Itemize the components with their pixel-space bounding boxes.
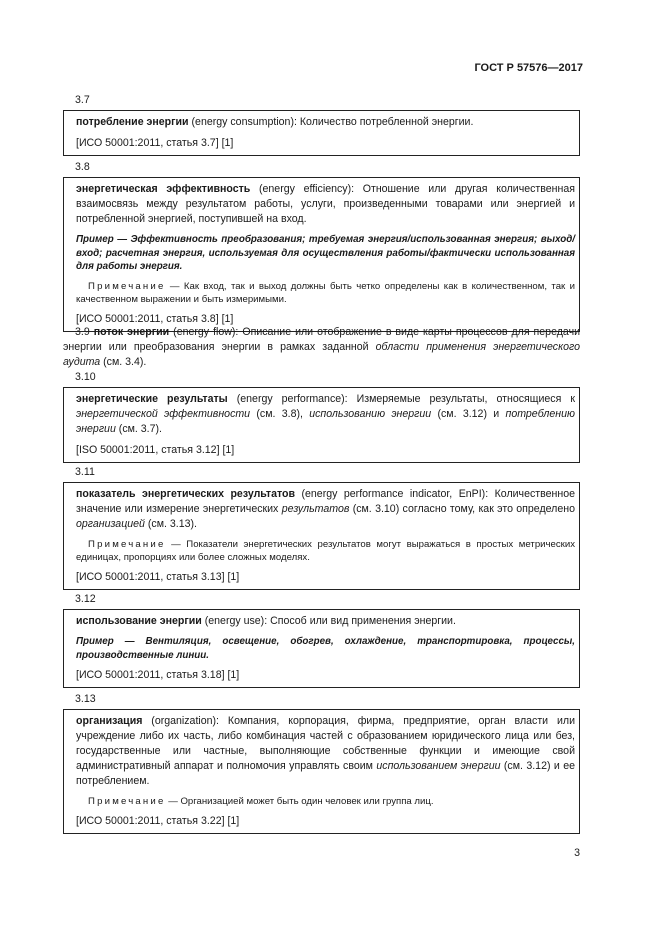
term-crossref: использованию энергии (309, 408, 432, 420)
term-note (76, 795, 575, 808)
term-definition (76, 614, 575, 629)
term-reference: [ИСО 50001:2011, статья 3.18] [1] (76, 669, 240, 681)
term-text: (см. 3.4). (100, 356, 147, 368)
term-example: Пример — Эффективность преобразования; требуемая энергия/использованная энергия; выход/вход; расчетная энергия, используемая для осуществления работы/фактически использованная для работы энергия. (76, 234, 575, 272)
term-text: (energy use): Способ или вид применения энергии. (201, 615, 456, 627)
term-box-3-8 (63, 177, 580, 332)
term-note (76, 538, 575, 564)
term-reference: [ИСО 50001:2011, статья 3.7] [1] (76, 137, 234, 149)
note-label: Примечание (88, 796, 166, 807)
term-example: Пример — Вентиляция, освещение, обогрев, охлаждение, транспортировка, процессы, производственные линии. (76, 636, 575, 661)
term-reference: [ИСО 50001:2011, статья 3.8] [1] (76, 312, 234, 325)
term-definition (76, 487, 575, 532)
term-box-3-11 (63, 482, 580, 590)
term-text: (energy performance indicator, EnPI): Количественное значение или измерение энергетических (76, 488, 576, 515)
term-text: (см. 3.13). (144, 518, 197, 530)
clause-number-3-11: 3.11 (75, 466, 95, 478)
term-note (76, 280, 575, 306)
term-box-3-7 (63, 110, 580, 156)
term-box-3-10 (63, 387, 580, 463)
term-name: организация (76, 715, 143, 727)
term-text: (energy flow): Описание или отображение в виде карты процессов для передачи энергии или преобразования энергии в рамках заданной (63, 326, 581, 353)
clause-number-3-12: 3.12 (75, 593, 96, 605)
term-definition (76, 115, 575, 130)
term-reference: [ISO 50001:2011, статья 3.12] [1] (76, 444, 235, 456)
term-paragraph-3-9 (63, 325, 580, 370)
clause-number-3-13: 3.13 (75, 693, 96, 705)
note-label: Примечание (88, 280, 166, 292)
term-text: (см. 3.12) и ее потреблением. (76, 760, 576, 787)
term-name: энергетическая эффективность (76, 183, 251, 195)
term-definition (63, 325, 580, 370)
term-crossref: области применения энергетического аудита (63, 341, 580, 368)
term-text: (см. 3.12) и (431, 408, 506, 420)
clause-number-3-9: 3.9 (75, 326, 90, 338)
term-text: (energy performance): Измеряемые результаты, относящиеся к (227, 393, 575, 405)
term-text: (см. 3.8), (250, 408, 310, 420)
term-definition (76, 392, 575, 437)
note-label: Примечание (88, 539, 166, 550)
note-text: — Организацией может быть один человек или группа лиц. (165, 796, 434, 807)
term-name: использование энергии (76, 615, 202, 627)
clause-number-3-10: 3.10 (75, 371, 96, 383)
term-text: (energy consumption): Количество потребленной энергии. (188, 116, 474, 128)
note-text: — Показатели энергетических результатов могут выражаться в простых метрических единицах, пропорциях или более сложных моделях. (76, 539, 575, 563)
term-crossref: организацией (76, 518, 145, 530)
clause-number-3-7: 3.7 (75, 94, 90, 106)
term-reference: [ИСО 50001:2011, статья 3.13] [1] (76, 571, 240, 583)
term-crossref: энергетической эффективности (76, 408, 251, 420)
term-text: (energy efficiency): Отношение или другая количественная взаимосвязь между результатом работы, услуги, произведенными товарами или энергией и потребленной энергией, поступившей на вход. (76, 183, 575, 225)
page-number: 3 (574, 847, 580, 859)
term-name: показатель энергетических результатов (76, 488, 296, 500)
document-designation: ГОСТ Р 57576—2017 (474, 62, 583, 74)
term-name: энергетические результаты (76, 393, 228, 405)
term-crossref: результатов (281, 503, 350, 515)
clause-number-3-8: 3.8 (75, 161, 90, 173)
term-definition (76, 182, 575, 227)
term-crossref: потреблению энергии (76, 408, 575, 435)
term-box-3-12 (63, 609, 580, 688)
term-reference: [ИСО 50001:2011, статья 3.22] [1] (76, 815, 240, 827)
term-name: потребление энергии (76, 116, 189, 128)
term-text: (organization): Компания, корпорация, фирма, предприятие, орган власти или учреждение либо их часть, либо комбинация частей с образованием юридического лица или без, государственные или частные, выполняющие собственные функции и имеющие свой административный аппарат и полномочия управлять своим (76, 715, 575, 772)
term-text: (см. 3.7). (115, 423, 162, 435)
term-crossref: использованием энергии (376, 760, 501, 772)
term-definition (76, 714, 575, 789)
term-text: (см. 3.10) согласно тому, как это определено (349, 503, 575, 515)
note-text: — Как вход, так и выход должны быть четко определены как в количественном, так и качественном выражении и быть измеримыми. (76, 280, 575, 305)
term-name: поток энергии (93, 326, 170, 338)
term-box-3-13 (63, 709, 580, 834)
